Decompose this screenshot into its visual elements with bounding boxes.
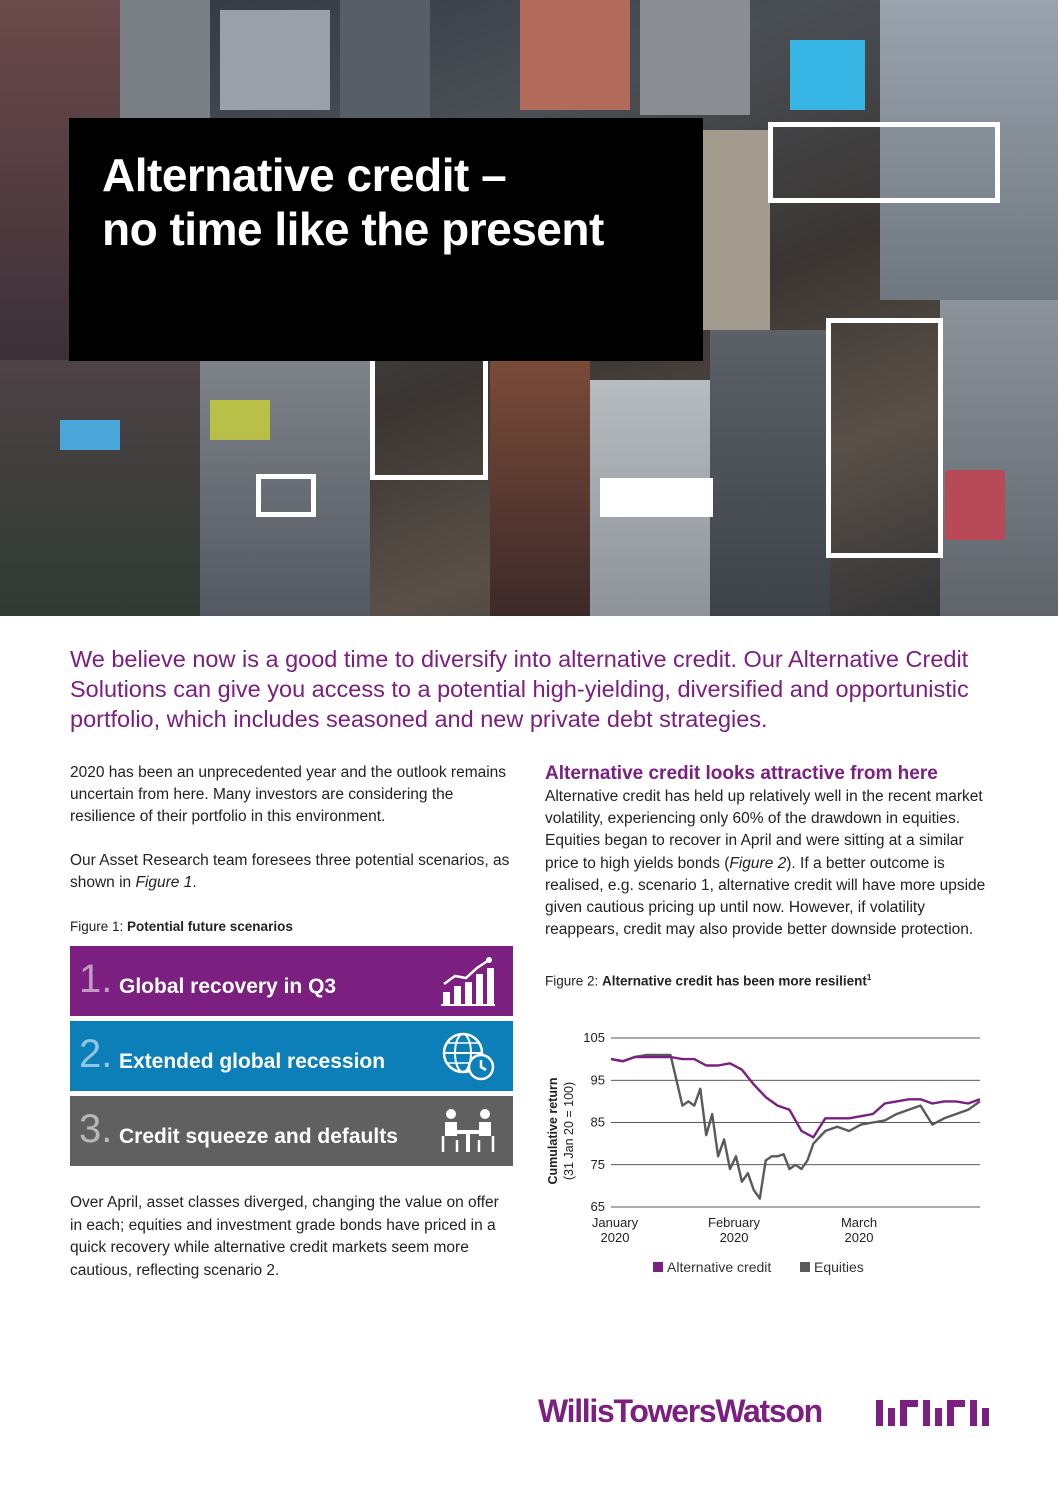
decorative-frame (370, 354, 488, 480)
globe-clock-icon (441, 1031, 495, 1081)
scenario-label: Extended global recession (119, 1050, 386, 1073)
building-shape (940, 300, 1058, 616)
figure-2-prefix: Figure 2: (545, 973, 603, 989)
legend-label: Equities (814, 1259, 864, 1275)
scenario-number: 2. (79, 1032, 113, 1076)
legend-swatch (653, 1262, 663, 1272)
left-column (70, 762, 520, 938)
scenario-2 (70, 1021, 513, 1091)
y-tick-label: 85 (590, 1114, 605, 1130)
section-heading: Alternative credit looks attractive from here (545, 763, 938, 784)
series-line-alternative-credit (611, 1057, 980, 1137)
scenario-number: 3. (79, 1107, 113, 1151)
left-para-2 (70, 850, 520, 894)
line-chart (545, 1020, 995, 1282)
decorative-frame (256, 474, 316, 517)
growth-chart-icon (441, 956, 495, 1006)
figure-ref: Figure 2 (729, 854, 787, 872)
figure-1-caption (70, 916, 520, 938)
pool-shape (60, 420, 120, 450)
scenario-number: 1. (79, 957, 113, 1001)
x-tick-label: 2020 (600, 1230, 630, 1245)
page-title (102, 148, 604, 256)
company-logo-mark-icon (876, 1400, 990, 1426)
pool-shape (790, 40, 865, 110)
y-tick-label: 65 (590, 1199, 605, 1214)
y-axis-label: Cumulative return (546, 1077, 560, 1185)
company-logo-text: WillisTowersWatson (538, 1393, 822, 1429)
left-para-1: 2020 has been an unprecedented year and the outlook remains uncertain from here. Many investors are considering the resilience of their portfolio in this environment. (70, 764, 507, 825)
x-tick-label: February (708, 1215, 761, 1230)
building-shape (0, 360, 200, 616)
decorative-block (600, 478, 713, 517)
right-body-text: Alternative credit has held up relatively well in the recent market volatility, experiencing only 60% of the drawdown in equities. Equities began to recover in April and were sitting at a similar price to high yields bonds ( (545, 788, 983, 872)
x-tick-label: 2020 (844, 1230, 874, 1245)
building-shape (640, 0, 750, 115)
y-tick-labels (583, 1030, 605, 1214)
figure-1-title: Potential future scenarios (127, 919, 293, 934)
building-shape (120, 0, 210, 120)
scenario-3 (70, 1096, 513, 1166)
figure-1-prefix: Figure 1: (70, 919, 128, 934)
para2-text: Our Asset Research team foresees three potential scenarios, as shown in (70, 852, 510, 891)
x-tick-label: 2020 (719, 1230, 749, 1245)
building-shape (220, 10, 330, 110)
para2-end: . (192, 874, 197, 891)
decorative-frame (768, 122, 1000, 203)
hero-image (0, 0, 1058, 616)
series-line-equities (611, 1055, 980, 1199)
building-shape (945, 470, 1005, 540)
meeting-table-icon (441, 1106, 495, 1156)
title-line-1: Alternative credit – (102, 149, 507, 201)
intro-text: We believe now is a good time to diversify into alternative credit. Our Alternative Credit Solutions can give you access to a potential high-yielding, diversified and opportunistic portfolio, which includes seasoned and new private debt strategies. (70, 646, 969, 732)
figure-2-caption (545, 967, 995, 993)
chart-series (611, 1055, 980, 1199)
figure-2-title: Alternative credit has been more resilient (602, 973, 867, 989)
title-box (69, 118, 703, 361)
legend-swatch (800, 1262, 810, 1272)
title-line-2: no time like the present (102, 203, 604, 255)
legend-label: Alternative credit (667, 1259, 772, 1275)
right-column (545, 762, 995, 993)
building-shape (710, 330, 830, 616)
building-shape (700, 130, 770, 330)
building-shape (210, 400, 270, 440)
road-shape (490, 360, 590, 616)
scenario-label: Credit squeeze and defaults (119, 1125, 398, 1148)
x-tick-label: March (840, 1215, 878, 1230)
legend-item-alternative-credit (653, 1259, 771, 1275)
y-tick-label: 75 (590, 1156, 605, 1172)
scenario-1 (70, 946, 513, 1016)
decorative-frame (826, 318, 943, 558)
building-shape (520, 0, 630, 110)
y-axis-sublabel: (31 Jan 20 = 100) (562, 1081, 576, 1181)
left-para-3: Over April, asset classes diverged, changing the value on offer in each; equities and investment grade bonds have priced in a quick recovery while alternative credit markets seem more cautious, reflecting scenario 2. (70, 1194, 499, 1279)
y-tick-label: 105 (583, 1030, 605, 1045)
x-tick-labels (592, 1215, 877, 1245)
right-body (545, 786, 995, 941)
right-body-end: ). If a better outcome is realised, e.g. scenario 1, alternative credit will have more upside given cautious pricing up until now. However, if volatility reappears, credit may also provide better downside protection. (545, 854, 986, 939)
x-tick-label: January (591, 1215, 639, 1230)
figure-ref: Figure 1 (135, 874, 193, 891)
building-shape (340, 0, 430, 120)
scenario-label: Global recovery in Q3 (119, 975, 337, 998)
y-tick-label: 95 (590, 1072, 605, 1088)
legend-item-equities (800, 1259, 864, 1275)
footnote-marker: 1 (866, 973, 872, 983)
